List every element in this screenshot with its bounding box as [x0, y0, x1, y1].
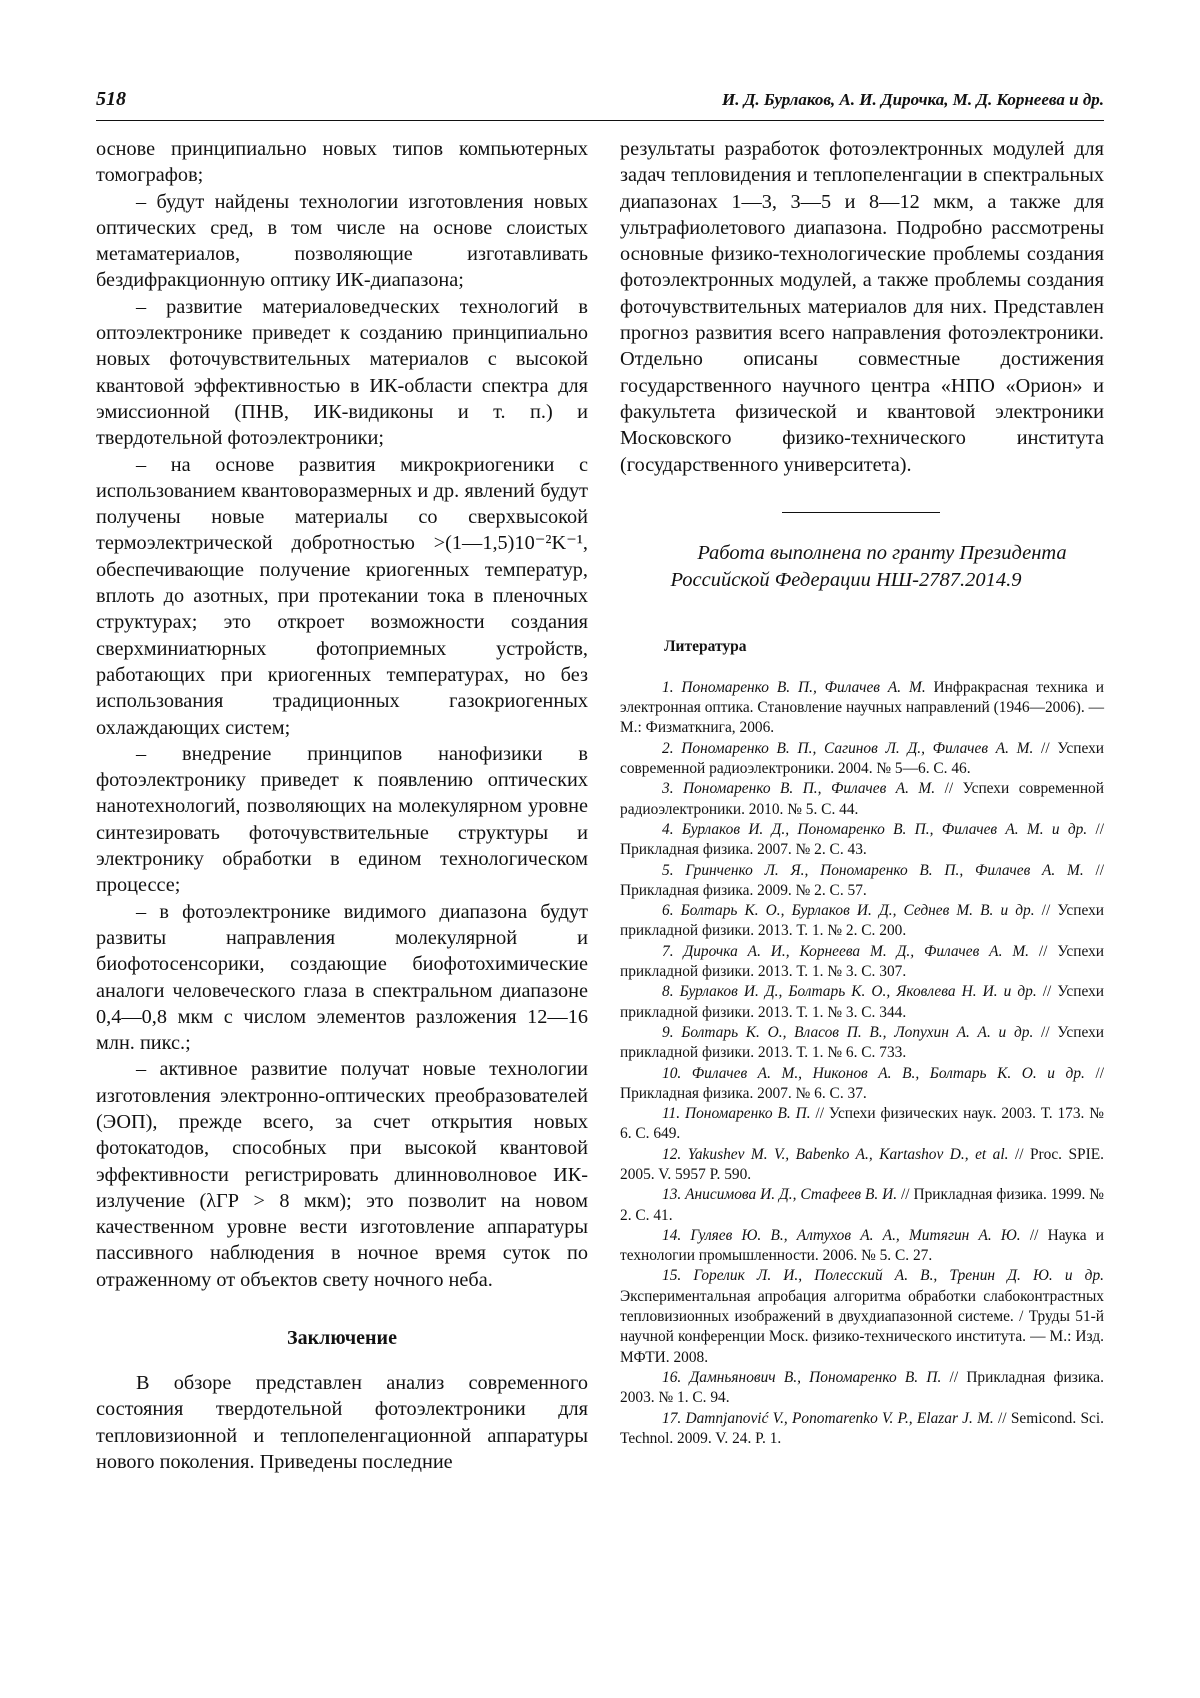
reference-source: // Прикладная физика. 2009. № 2. С. 57.: [620, 861, 1104, 899]
page-header: [96, 88, 1104, 118]
conclusion-continuation: результаты разработок фотоэлектронных модулей для задач тепловидения и теплопеленгации в спектральных диапазонах 1—3, 3—5 и 8—12 мкм, а также для ультрафиолетового диапазона. Подробно рассмотрены основные физико-технологические проблемы создания фотоэлектронных модулей, а также проблемы создания фоточувствительных материалов для них. Представлен прогноз развития всего направления фотоэлектроники. Отдельно описаны совместные достижения государственного научного центра «НПО «Орион» и факультета физической и квантовой электроники Московского физико-технического института (государственного университета).: [620, 138, 1104, 476]
reference-source: // Успехи современной радиоэлектроники. 2010. № 5. С. 44.: [620, 780, 1104, 818]
reference-source: // Успехи прикладной физики. 2013. Т. 1. № 3. С. 307.: [620, 942, 1105, 981]
reference-authors: 13. Анисимова И. Д., Стафеев В. И.: [662, 1186, 898, 1204]
reference-authors: 8. Бурлаков И. Д., Болтарь К. О., Яковлева Н. И. и др.: [662, 983, 1037, 1001]
reference-authors: 11. Пономаренко В. П.: [662, 1105, 811, 1123]
page-number: 518: [96, 88, 126, 110]
reference-authors: 9. Болтарь К. О., Власов П. В., Лопухин А. А. и др.: [662, 1023, 1034, 1041]
reference-authors: 16. Дамньянович В., Пономаренко В. П.: [662, 1368, 942, 1386]
reference-item: [620, 861, 1104, 902]
reference-item: [620, 1104, 1104, 1145]
reference-item: [620, 739, 1104, 780]
reference-item: [620, 1023, 1104, 1064]
reference-authors: 5. Гринченко Л. Я., Пономаренко В. П., Филачев А. М.: [662, 861, 1084, 879]
reference-item: [620, 820, 1104, 861]
body-paragraph: – будут найдены технологии изготовления новых оптических сред, в том числе на основе слоистых метаматериалов, позволяющие изготавливать бездифракционную оптику ИК-диапазона;: [96, 190, 588, 292]
reference-item: [620, 942, 1104, 983]
reference-item: [620, 1266, 1104, 1367]
reference-source: // Proc. SPIE. 2005. V. 5957 P. 590.: [620, 1145, 1104, 1183]
body-paragraph: – в фотоэлектронике видимого диапазона будут развиты направления молекулярной и биофотосенсорики, создающие биофотохимические аналоги человеческого глаза в спектральном диапазоне 0,4—0,8 мкм с числом элементов разложения 12—16 млн. пикс.;: [96, 900, 588, 1055]
reference-authors: 7. Дирочка А. И., Корнеева М. Д., Филачев А. М.: [662, 942, 1029, 960]
separator-block: [620, 478, 1104, 534]
reference-authors: 2. Пономаренко В. П., Сагинов Л. Д., Филачев А. М.: [662, 739, 1034, 757]
reference-source: // Успехи современной радиоэлектроники. 2004. № 5—6. С. 46.: [620, 739, 1104, 778]
reference-authors: 10. Филачев А. М., Никонов А. В., Болтарь К. О. и др.: [662, 1064, 1085, 1082]
reference-authors: 12. Yakushev M. V., Babenko A., Kartashov D., et al.: [662, 1145, 1009, 1163]
reference-item: [620, 1185, 1104, 1226]
reference-item: [620, 1409, 1104, 1450]
reference-item: [620, 901, 1104, 942]
conclusion-paragraph: В обзоре представлен анализ современного состояния твердотельной фотоэлектроники для тепловизионной и теплопеленгационной аппаратуры нового поколения. Приведены последние: [96, 1372, 588, 1473]
reference-source: // Прикладная физика. 2007. № 6. С. 37.: [620, 1064, 1104, 1102]
reference-item: [620, 1064, 1104, 1105]
reference-source: // Прикладная физика. 2003. № 1. С. 94.: [620, 1368, 1104, 1407]
reference-list: [620, 678, 1104, 1449]
reference-authors: 15. Горелик Л. И., Полесский А. В., Тренин Д. Ю. и др.: [662, 1267, 1104, 1285]
reference-authors: 4. Бурлаков И. Д., Пономаренко В. П., Филачев А. М. и др.: [662, 820, 1088, 838]
reference-source: // Успехи прикладной физики. 2013. Т. 1. № 3. С. 344.: [620, 983, 1105, 1021]
reference-authors: 14. Гуляев Ю. В., Алтухов А. А., Митягин А. Ю.: [662, 1226, 1021, 1244]
grant-line: Российской Федерации НШ-2787.2014.9: [670, 568, 1022, 591]
reference-source: // Прикладная физика. 1999. № 2. С. 41.: [620, 1186, 1104, 1224]
body-paragraph: основе принципиально новых типов компьютерных томографов;: [96, 138, 588, 187]
reference-item: [620, 779, 1104, 820]
reference-authors: 3. Пономаренко В. П., Филачев А. М.: [662, 780, 936, 798]
separator-rule: [782, 512, 940, 513]
reference-authors: 6. Болтарь К. О., Бурлаков И. Д., Седнев М. В. и др.: [662, 902, 1035, 920]
reference-source: Экспериментальная апробация алгоритма обработки слабоконтрастных тепловизионных изображений в двухдиапазонной системе. / Труды 51-й научной конференции Моск. физико-технического института. — М.: Изд. МФТИ. 2008.: [620, 1287, 1104, 1366]
references-heading: Литература: [664, 637, 747, 655]
body-paragraph: – внедрение принципов нанофизики в фотоэлектронику приведет к появлению оптических нанотехнологий, позволяющих на молекулярном уровне синтезировать фоточувствительные структуры и электронику обработки в едином технологическом процессе;: [96, 742, 588, 897]
reference-authors: 1. Пономаренко В. П., Филачев А. М.: [662, 678, 926, 696]
grant-note: [620, 540, 1104, 594]
reference-item: [620, 678, 1104, 739]
body-paragraph: – развитие материаловедческих технологий в оптоэлектронике приведет к созданию принципиально новых фоточувствительных материалов с высокой квантовой эффективностью в ИК-области спектра для эмиссионной (ПНВ, ИК-видиконы и т. п.) и твердотельной фотоэлектроники;: [96, 295, 588, 450]
header-rule: [96, 120, 1104, 121]
reference-item: [620, 1226, 1104, 1267]
right-column: [620, 136, 1104, 1449]
reference-item: [620, 1368, 1104, 1409]
reference-item: [620, 982, 1104, 1023]
section-title: Заключение: [287, 1327, 397, 1350]
reference-source: // Успехи физических наук. 2003. Т. 173. № 6. С. 649.: [620, 1105, 1104, 1143]
reference-source: // Прикладная физика. 2007. № 2. С. 43.: [620, 820, 1104, 859]
reference-authors: 17. Damnjanović V., Ponomarenko V. P., Elazar J. M.: [662, 1409, 994, 1427]
running-head: И. Д. Бурлаков, А. И. Дирочка, М. Д. Корнеева и др.: [722, 90, 1104, 109]
left-column: [96, 136, 588, 1475]
reference-source: Инфракрасная техника и электронная оптика. Становление научных направлений (1946—2006). — М.: Физматкнига, 2006.: [620, 678, 1104, 737]
body-paragraph: – на основе развития микрокриогеники с использованием квантоворазмерных и др. явлений будут получены новые материалы со сверхвысокой термоэлектрической добротностью >(1—1,5)10⁻²K⁻¹, обеспечивающие получение криогенных температур, вплоть до азотных, при протекании тока в пленочных структурах; это откроет возможности создания сверхминиатюрных фотоприемных устройств, работающих при криогенных температурах, но без использования традиционных газокриогенных охлаждающих систем;: [96, 453, 588, 739]
body-paragraph: – активное развитие получат новые технологии изготовления электронно-оптических преобразователей (ЭОП), прежде всего, за счет открытия новых фотокатодов, способных при высокой квантовой эффективности регистрировать длинноволновое ИК-излучение (λГР > 8 мкм); это позволит на новом качественном уровне вести изготовление аппаратуры пассивного наблюдения в ночное время суток по отраженному от объектов свету ночного неба.: [96, 1058, 588, 1291]
reference-source: // Успехи прикладной физики. 2013. Т. 1. № 2. С. 200.: [620, 902, 1105, 940]
reference-source: // Semicond. Sci. Technol. 2009. V. 24. P. 1.: [620, 1409, 1104, 1447]
reference-item: [620, 1145, 1104, 1186]
grant-line: Работа выполнена по гранту Президента: [697, 541, 1067, 564]
reference-source: // Успехи прикладной физики. 2013. Т. 1. № 6. С. 733.: [620, 1023, 1105, 1062]
reference-source: // Наука и технологии промышленности. 2006. № 5. С. 27.: [620, 1226, 1104, 1265]
